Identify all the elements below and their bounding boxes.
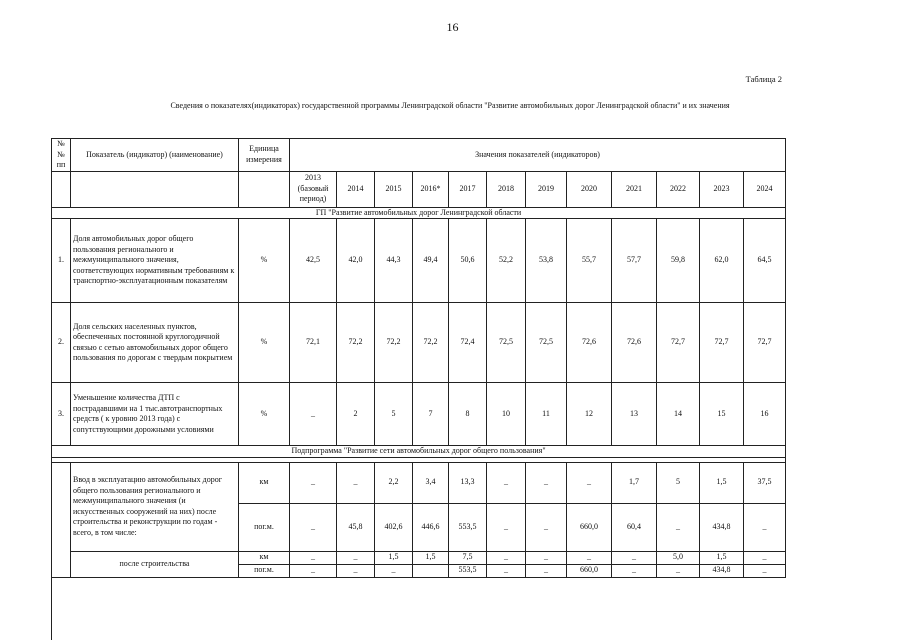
year-header: 2015 xyxy=(375,171,413,207)
year-header: 2022 xyxy=(657,171,700,207)
value-cell: _ xyxy=(337,564,375,577)
row-unit: км xyxy=(239,462,290,503)
year-header: 2016* xyxy=(413,171,449,207)
value-cell: 1,5 xyxy=(375,551,413,564)
value-cell: 402,6 xyxy=(375,503,413,551)
value-cell: 45,8 xyxy=(337,503,375,551)
value-cell: 44,3 xyxy=(375,219,413,303)
value-cell: 16 xyxy=(744,383,786,446)
value-cell: 10 xyxy=(487,383,526,446)
row-num: 3. xyxy=(52,383,71,446)
value-cell: 42,5 xyxy=(290,219,337,303)
value-cell: 2,2 xyxy=(375,462,413,503)
table-row xyxy=(52,219,786,303)
value-cell: _ xyxy=(567,551,612,564)
year-header: 2021 xyxy=(612,171,657,207)
value-cell: _ xyxy=(290,564,337,577)
value-cell: 59,8 xyxy=(657,219,700,303)
value-cell: 62,0 xyxy=(700,219,744,303)
value-cell: 60,4 xyxy=(612,503,657,551)
page-number: 16 xyxy=(446,20,459,34)
value-cell: _ xyxy=(487,503,526,551)
value-cell: _ xyxy=(375,564,413,577)
value-cell: 5 xyxy=(375,383,413,446)
value-cell: 14 xyxy=(657,383,700,446)
table-caption: Сведения о показателях(индикаторах) государственной программы Ленинградской области "Развитие автомобильных дорог Ленинградской области" и их значения xyxy=(170,101,730,110)
value-cell: _ xyxy=(487,551,526,564)
value-cell: 13,3 xyxy=(449,462,487,503)
header-row xyxy=(52,139,786,172)
value-cell: 12 xyxy=(567,383,612,446)
section-title-subprogram: Подпрограмма "Развитие сети автомобильных дорог общего пользования" xyxy=(52,446,786,458)
value-cell: 434,8 xyxy=(700,503,744,551)
value-cell: 434,8 xyxy=(700,564,744,577)
row-unit: % xyxy=(239,303,290,383)
value-cell: _ xyxy=(337,551,375,564)
year-header: 2013 (базовый период) xyxy=(290,171,337,207)
value-cell: 52,2 xyxy=(487,219,526,303)
value-cell: _ xyxy=(337,462,375,503)
value-cell: 72,2 xyxy=(413,303,449,383)
value-cell: 446,6 xyxy=(413,503,449,551)
row-indicator: Доля сельских населенных пунктов, обеспеченных постоянной круглогодичной связью с сетью автомобильных дорог общего пользования по дорогам с твердым покрытием xyxy=(71,303,239,383)
value-cell: 3,4 xyxy=(413,462,449,503)
year-header: 2017 xyxy=(449,171,487,207)
header-num: №№ пп xyxy=(52,139,71,172)
table-row xyxy=(52,383,786,446)
value-cell: 660,0 xyxy=(567,503,612,551)
value-cell: 50,6 xyxy=(449,219,487,303)
value-cell: _ xyxy=(290,551,337,564)
value-cell: 72,7 xyxy=(744,303,786,383)
table-left-border xyxy=(51,578,52,640)
row-unit: пог.м. xyxy=(239,503,290,551)
value-cell: 2 xyxy=(337,383,375,446)
value-cell: 1,5 xyxy=(700,462,744,503)
value-cell: _ xyxy=(487,462,526,503)
value-cell: _ xyxy=(744,503,786,551)
value-cell: 72,1 xyxy=(290,303,337,383)
value-cell: 72,7 xyxy=(700,303,744,383)
year-header: 2014 xyxy=(337,171,375,207)
value-cell: 72,4 xyxy=(449,303,487,383)
value-cell: 72,6 xyxy=(612,303,657,383)
value-cell: 660,0 xyxy=(567,564,612,577)
value-cell: _ xyxy=(526,462,567,503)
value-cell: 64,5 xyxy=(744,219,786,303)
row-num: 2. xyxy=(52,303,71,383)
value-cell: _ xyxy=(526,551,567,564)
row-indicator: после строительства xyxy=(71,551,239,577)
row-unit: км xyxy=(239,551,290,564)
header-indicator: Показатель (индикатор) (наименование) xyxy=(71,139,239,172)
value-cell: _ xyxy=(526,564,567,577)
value-cell: 7 xyxy=(413,383,449,446)
section-row xyxy=(52,207,786,219)
section-title-gp: ГП "Развитие автомобильных дорог Ленинградской области xyxy=(52,207,786,219)
value-cell: 42,0 xyxy=(337,219,375,303)
table-row xyxy=(52,303,786,383)
header-unit: Единица измерения xyxy=(239,139,290,172)
value-cell: _ xyxy=(657,503,700,551)
value-cell: 11 xyxy=(526,383,567,446)
value-cell: _ xyxy=(612,551,657,564)
indicators-table xyxy=(51,138,786,578)
value-cell: 553,5 xyxy=(449,503,487,551)
value-cell xyxy=(413,564,449,577)
value-cell: 57,7 xyxy=(612,219,657,303)
row-unit: % xyxy=(239,219,290,303)
year-header: 2018 xyxy=(487,171,526,207)
value-cell: 53,8 xyxy=(526,219,567,303)
value-cell: _ xyxy=(567,462,612,503)
row-num: 1. xyxy=(52,219,71,303)
table-label: Таблица 2 xyxy=(745,74,782,84)
table-row xyxy=(52,462,786,503)
empty-cell xyxy=(52,171,71,207)
row-indicator: Доля автомобильных дорог общего пользования регионального и межмуниципального значения, соответствующих нормативным требованиям к транспортно-эксплуатационным показателям xyxy=(71,219,239,303)
years-row xyxy=(52,171,786,207)
year-header: 2023 xyxy=(700,171,744,207)
year-header: 2024 xyxy=(744,171,786,207)
value-cell: 15 xyxy=(700,383,744,446)
value-cell: 72,5 xyxy=(526,303,567,383)
value-cell: 37,5 xyxy=(744,462,786,503)
value-cell: 1,7 xyxy=(612,462,657,503)
value-cell: 13 xyxy=(612,383,657,446)
row-unit: пог.м. xyxy=(239,564,290,577)
value-cell: _ xyxy=(290,383,337,446)
value-cell: 5,0 xyxy=(657,551,700,564)
value-cell: _ xyxy=(657,564,700,577)
value-cell: 49,4 xyxy=(413,219,449,303)
value-cell: _ xyxy=(487,564,526,577)
row-unit: % xyxy=(239,383,290,446)
row-indicator: Уменьшение количества ДТП с пострадавшими на 1 тыс.автотранспортных средств ( к уровню 2013 года) с сопутствующими дорожными условиями xyxy=(71,383,239,446)
value-cell: 8 xyxy=(449,383,487,446)
value-cell: _ xyxy=(744,564,786,577)
row-indicator: Ввод в эксплуатацию автомобильных дорог общего пользования регионального и межмуниципального значения (и искусственных сооружений на них) после строительства и реконструкции по годам - всего, в том числе: xyxy=(71,462,239,551)
value-cell: 7,5 xyxy=(449,551,487,564)
empty-cell xyxy=(71,171,239,207)
empty-cell xyxy=(52,462,71,577)
empty-cell xyxy=(239,171,290,207)
section-row xyxy=(52,446,786,458)
value-cell: 1,5 xyxy=(700,551,744,564)
value-cell: 72,5 xyxy=(487,303,526,383)
value-cell: _ xyxy=(290,503,337,551)
header-values: Значения показателей (индикаторов) xyxy=(290,139,786,172)
table-row xyxy=(52,551,786,564)
year-header: 2020 xyxy=(567,171,612,207)
value-cell: 72,7 xyxy=(657,303,700,383)
value-cell: 72,6 xyxy=(567,303,612,383)
value-cell: _ xyxy=(744,551,786,564)
value-cell: 55,7 xyxy=(567,219,612,303)
value-cell: 72,2 xyxy=(375,303,413,383)
value-cell: _ xyxy=(290,462,337,503)
value-cell: 72,2 xyxy=(337,303,375,383)
value-cell: 5 xyxy=(657,462,700,503)
value-cell: _ xyxy=(612,564,657,577)
value-cell: 553,5 xyxy=(449,564,487,577)
value-cell: 1,5 xyxy=(413,551,449,564)
year-header: 2019 xyxy=(526,171,567,207)
value-cell: _ xyxy=(526,503,567,551)
